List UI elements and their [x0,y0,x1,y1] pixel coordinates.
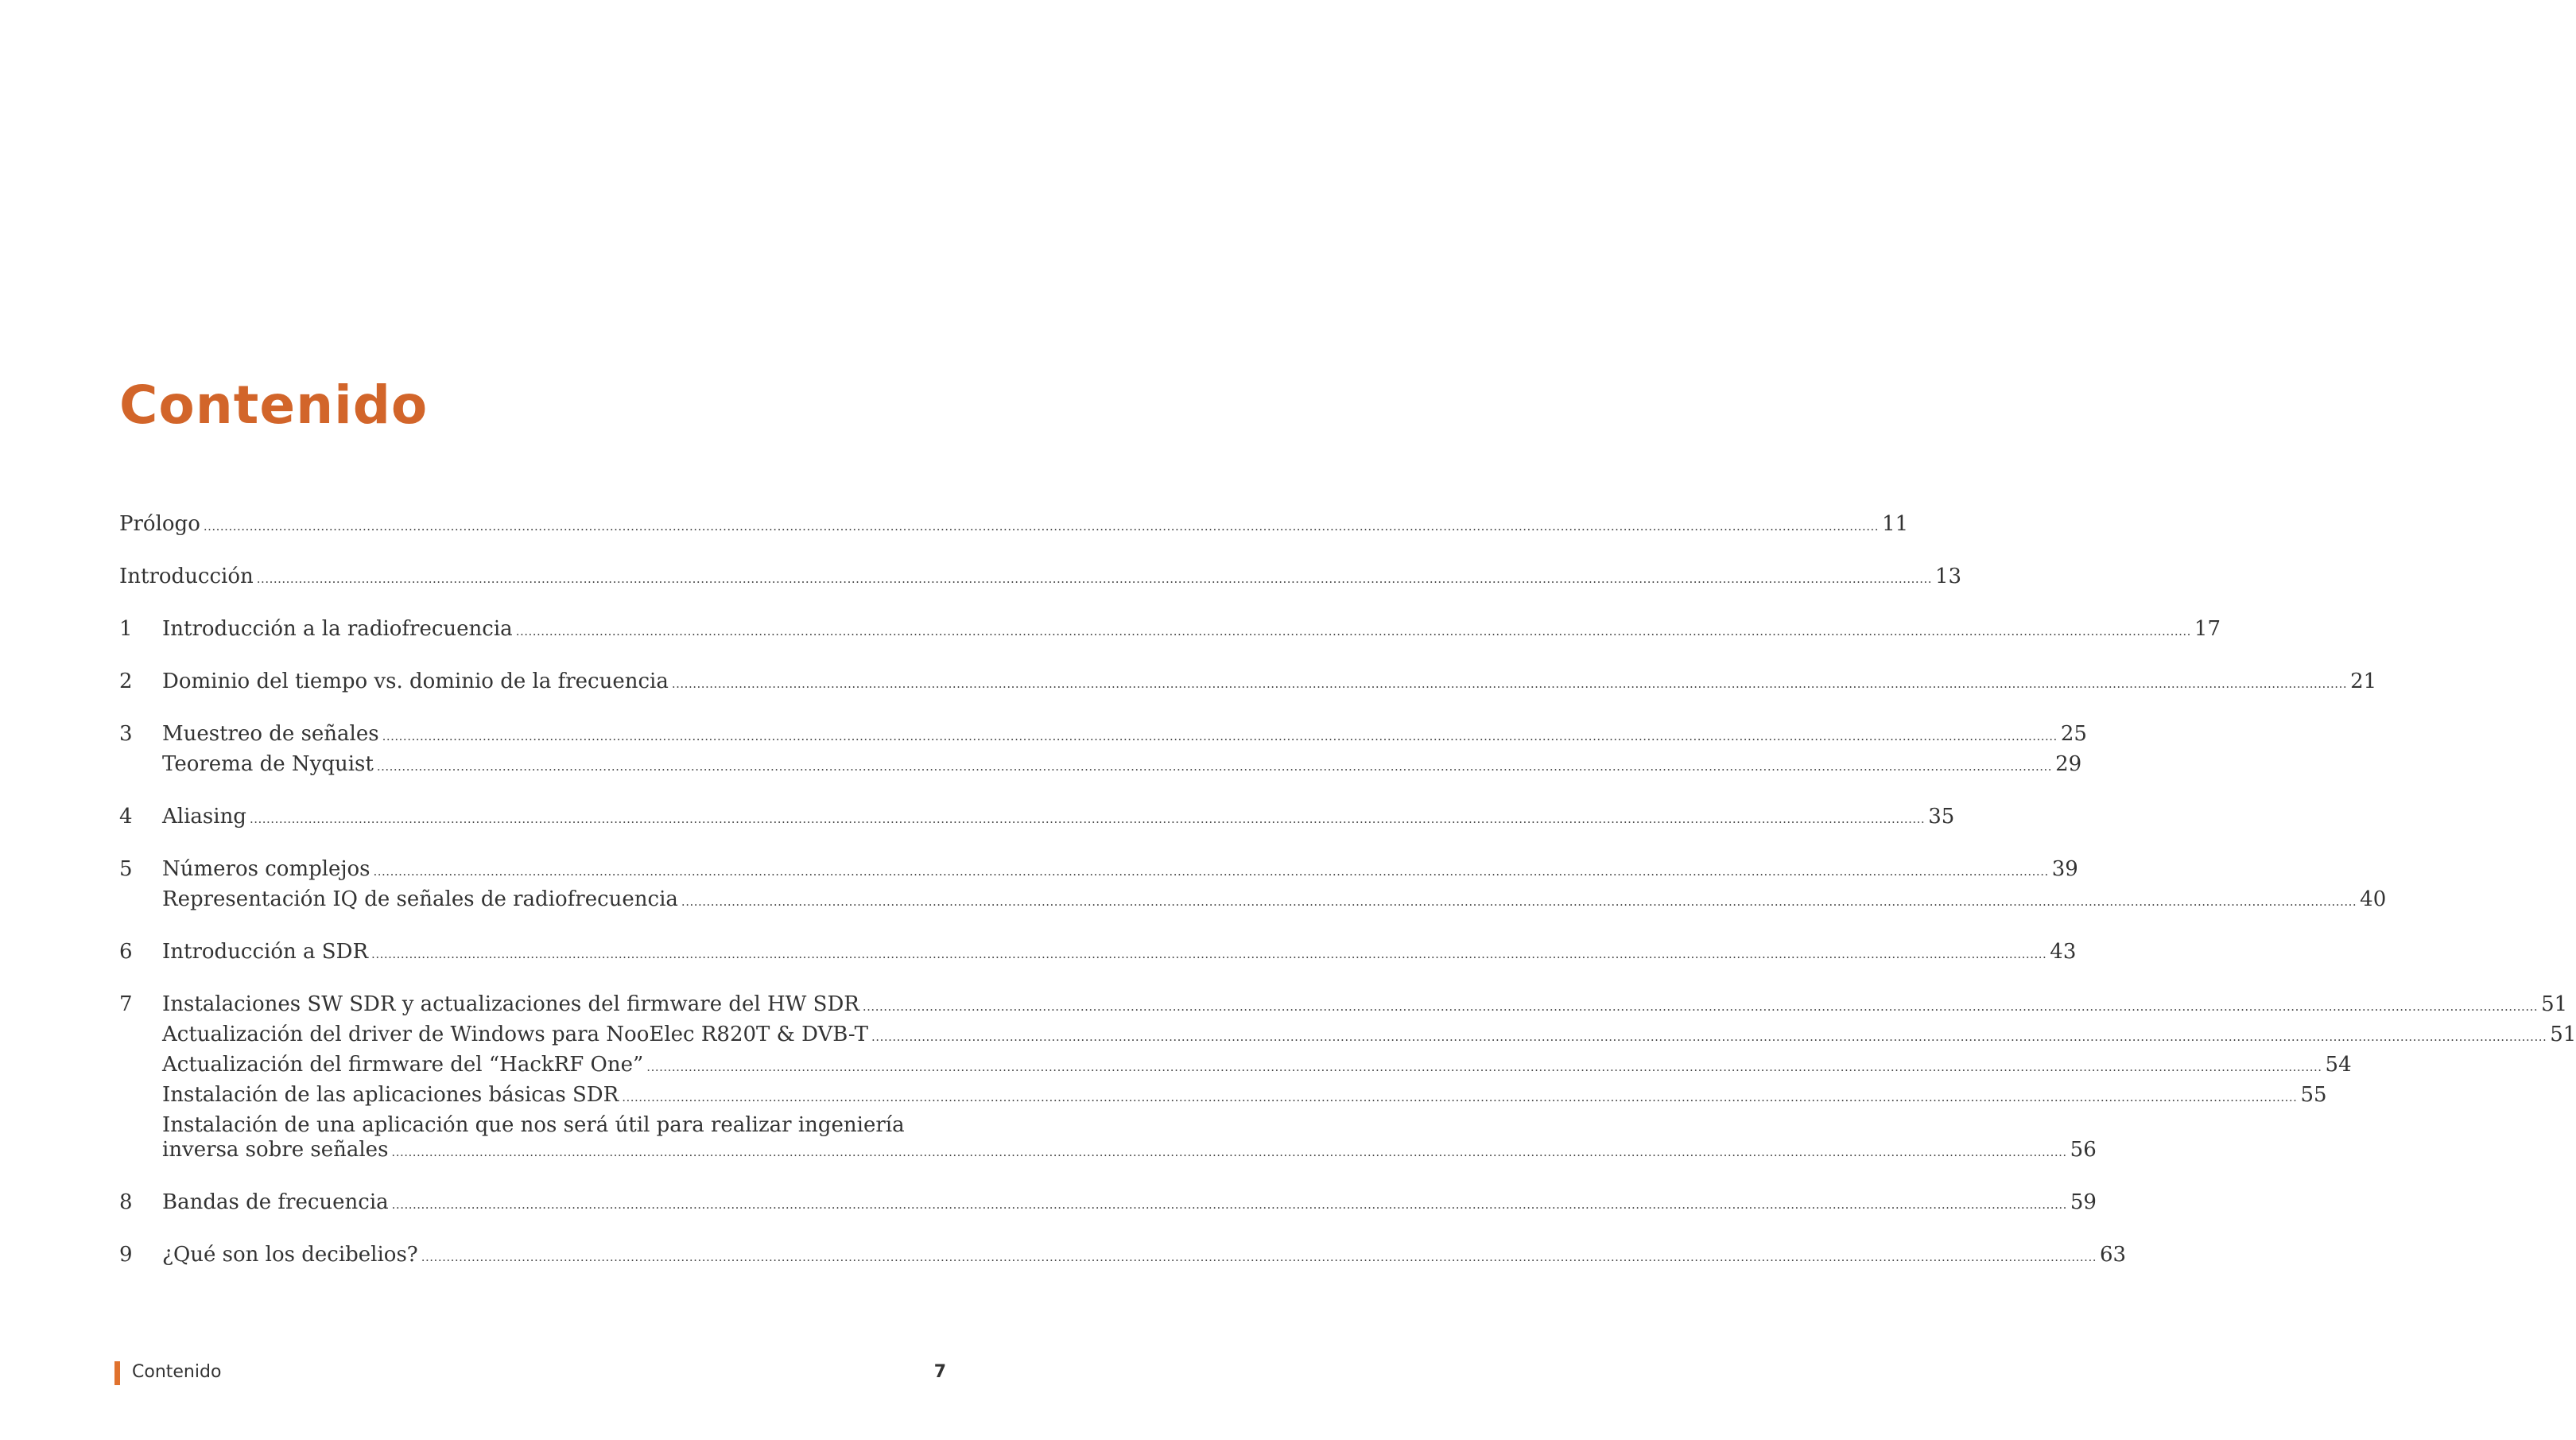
toc-page-number: 54 [2325,1053,2352,1077]
dot-leader: ................................................................................................................................................................................................................................................................................................................................................................................................................ [256,572,1933,586]
toc-page-number: 11 [1882,512,1909,536]
toc-group [119,614,2221,644]
toc-page-number: 59 [2070,1190,2097,1214]
dot-leader: ................................................................................................................................................................................................................................................................................................................................................................................................................ [862,999,2539,1014]
toc-entry-title: Bandas de frecuencia [162,1190,389,1214]
toc-page-number: 25 [2060,722,2087,746]
dot-leader: ................................................................................................................................................................................................................................................................................................................................................................................................................ [391,1197,2067,1212]
toc-entry [119,666,2377,697]
dot-leader: ................................................................................................................................................................................................................................................................................................................................................................................................................ [622,1090,2298,1104]
toc-page-number: 39 [2051,857,2078,881]
chapter-number: 2 [119,670,133,693]
dot-leader: ................................................................................................................................................................................................................................................................................................................................................................................................................ [871,1030,2547,1044]
toc-page-number: 63 [2099,1243,2127,1267]
chapter-number: 5 [119,857,133,881]
toc-group [119,1240,2127,1270]
dot-leader: ................................................................................................................................................................................................................................................................................................................................................................................................................ [681,895,2357,909]
toc-entry [119,749,2082,779]
toc-entry [119,1050,2352,1080]
toc-entry [119,614,2221,644]
table-of-contents [119,509,2576,1292]
toc-entry-title: Números complejos [162,857,370,881]
toc-entry [119,561,1962,592]
chapter-number: 1 [119,617,133,641]
chapter-number: 4 [119,805,133,829]
toc-group [119,989,2576,1165]
toc-entry [119,937,2077,967]
toc-entry [119,884,2387,914]
chapter-number: 7 [119,992,133,1016]
toc-page-number: 21 [2350,670,2377,693]
dot-leader: ................................................................................................................................................................................................................................................................................................................................................................................................................ [391,1145,2067,1159]
toc-entry [119,854,2078,884]
toc-group [119,509,1909,539]
toc-entry-title: Actualización del firmware del “HackRF One” [162,1053,644,1077]
toc-group [119,719,2087,779]
dot-leader: ................................................................................................................................................................................................................................................................................................................................................................................................................ [249,812,1926,826]
toc-entry-title: Prólogo [119,512,200,536]
toc-page-number: 17 [2194,617,2221,641]
toc-group [119,1187,2097,1217]
toc-group [119,937,2077,967]
toc-page-number: 40 [2360,887,2387,911]
toc-entry [119,1187,2097,1217]
dot-leader: ................................................................................................................................................................................................................................................................................................................................................................................................................ [382,729,2058,743]
footer-page-number: 7 [933,1362,946,1382]
toc-entry-title: Introducción a la radiofrecuencia [162,617,513,641]
toc-entry-title: Teorema de Nyquist [162,752,374,776]
chapter-number: 8 [119,1190,133,1214]
toc-entry-title: ¿Qué son los decibelios? [162,1243,418,1267]
toc-entry-title: Muestreo de señales [162,722,379,746]
dot-leader: ................................................................................................................................................................................................................................................................................................................................................................................................................ [646,1060,2322,1074]
toc-entry [119,1240,2127,1270]
toc-entry [119,1110,2097,1165]
toc-entry-title: Dominio del tiempo vs. dominio de la frecuencia [162,670,669,693]
toc-entry-title: Instalación de las aplicaciones básicas SDR [162,1083,619,1107]
toc-entry-title: Introducción [119,565,254,588]
dot-leader: ................................................................................................................................................................................................................................................................................................................................................................................................................ [203,519,1880,534]
chapter-number: 9 [119,1243,133,1267]
toc-page-number: 35 [1928,805,1955,829]
toc-entry [119,1080,2327,1110]
toc-entry [119,719,2087,749]
toc-entry-title: Representación IQ de señales de radiofrecuencia [162,887,678,911]
chapter-number: 6 [119,940,133,964]
dot-leader: ................................................................................................................................................................................................................................................................................................................................................................................................................ [515,624,2191,638]
toc-entry-title: Instalaciones SW SDR y actualizaciones del firmware del HW SDR [162,992,859,1016]
toc-page-number: 51 [2541,992,2568,1016]
chapter-number: 3 [119,722,133,746]
toc-entry [119,509,1909,539]
toc-page-number: 43 [2050,940,2077,964]
toc-group [119,802,1955,832]
toc-entry-title: Instalación de una aplicación que nos será útil para realizar ingeniería [162,1113,905,1137]
dot-leader: ................................................................................................................................................................................................................................................................................................................................................................................................................ [376,759,2053,774]
dot-leader: ................................................................................................................................................................................................................................................................................................................................................................................................................ [421,1250,2097,1264]
toc-group [119,561,1962,592]
toc-entry-title: Aliasing [162,805,246,829]
toc-page-number: 55 [2300,1083,2327,1107]
toc-page-number: 51 [2550,1023,2576,1046]
toc-entry [119,802,1955,832]
toc-page-number: 29 [2055,752,2082,776]
toc-page-number: 56 [2070,1138,2097,1162]
page-title: Contenido [119,375,429,436]
toc-entry [119,1019,2576,1050]
toc-group [119,854,2387,914]
toc-entry-title: Introducción a SDR [162,940,369,964]
footer-label: Contenido [132,1362,222,1382]
dot-leader: ................................................................................................................................................................................................................................................................................................................................................................................................................ [671,677,2348,691]
dot-leader: ................................................................................................................................................................................................................................................................................................................................................................................................................ [371,947,2047,961]
toc-page-number: 13 [1935,565,1962,588]
toc-entry-title: Actualización del driver de Windows para NooElec R820T & DVB-T [162,1023,869,1046]
dot-leader: ................................................................................................................................................................................................................................................................................................................................................................................................................ [373,864,2049,879]
toc-group [119,666,2377,697]
toc-entry [119,989,2568,1019]
footer-accent-bar [114,1361,120,1385]
toc-entry-title-continued: inversa sobre señales [162,1138,389,1162]
